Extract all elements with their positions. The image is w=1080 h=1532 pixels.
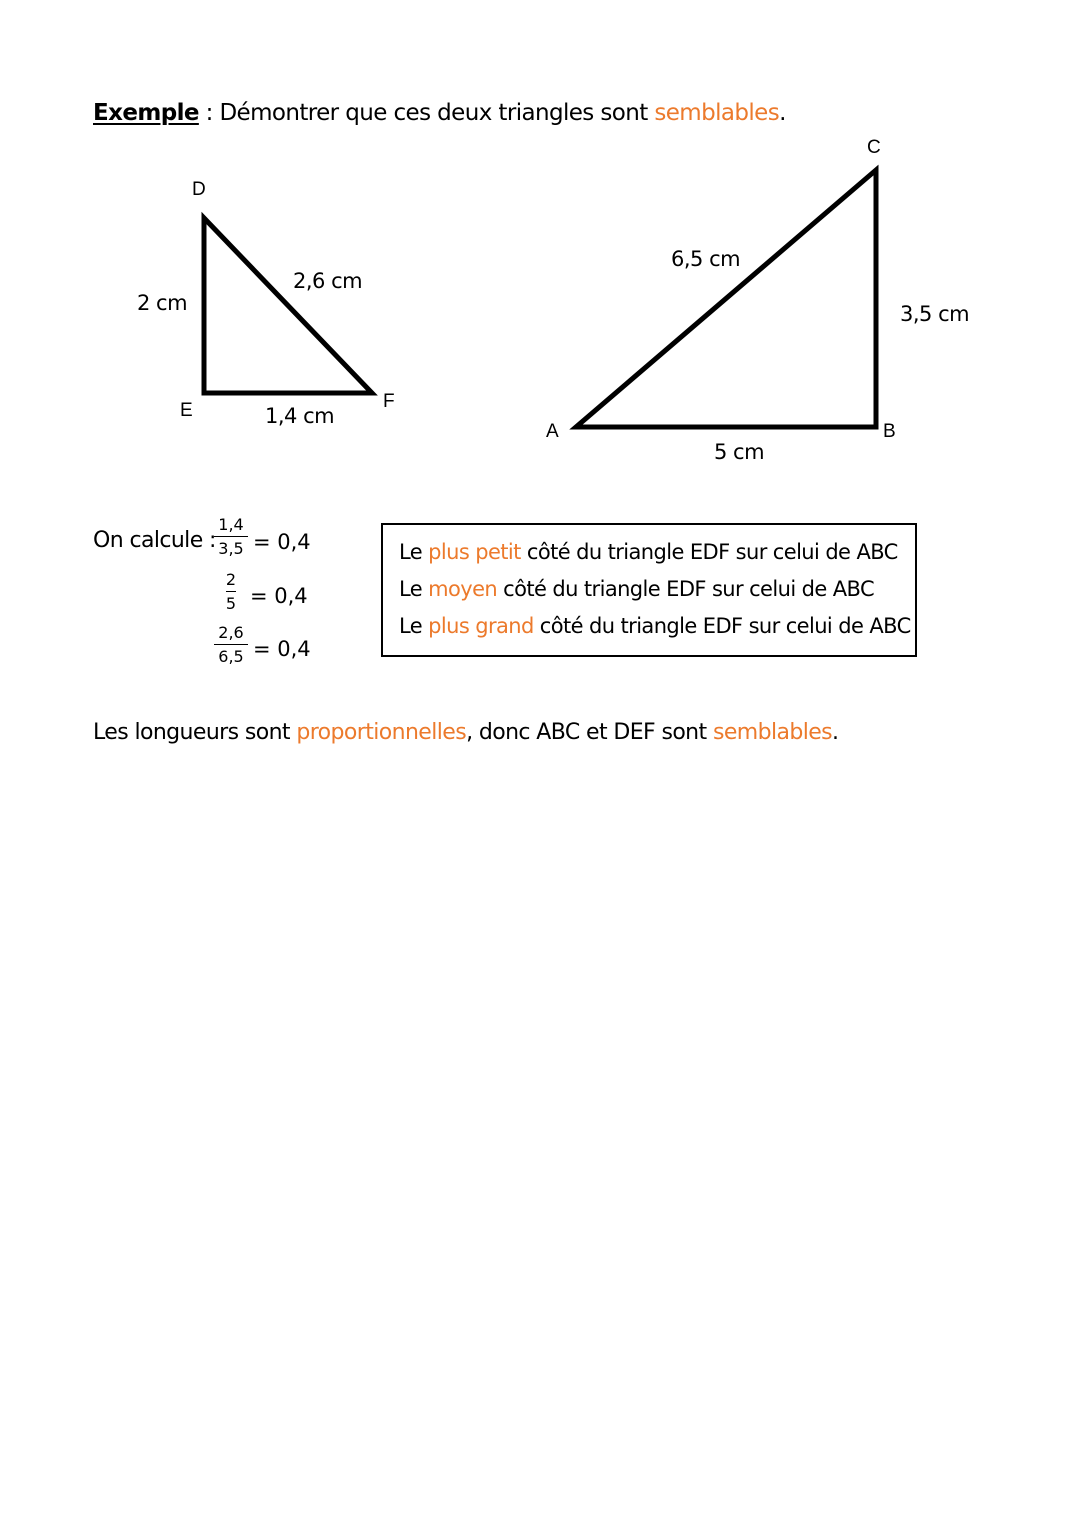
vertex-f-label: F [383,391,395,412]
fraction-1-denominator: 3,5 [218,539,244,558]
side-de-length: 2 cm [137,291,188,315]
triangle-abc-shape [576,170,876,427]
fraction-1-result: = 0,4 [253,530,311,554]
calc-intro: On calcule : [93,528,216,553]
vertex-e-label: E [180,400,193,421]
side-ac-length: 6,5 cm [671,247,741,271]
conclusion-sentence [93,720,838,745]
line-3-before: Le [399,614,429,638]
heading-text: Démontrer que ces deux triangles sont [219,100,655,126]
side-ab-length: 5 cm [714,440,765,464]
heading-highlight: semblables [654,100,780,126]
conclusion-highlight-2: semblables [712,720,833,745]
side-bc-length: 3,5 cm [900,302,970,326]
conclusion-after: . [832,720,839,745]
fraction-1-bar [214,536,248,537]
line-3-highlight: plus grand [428,614,534,638]
line-2-after: côté du triangle EDF sur celui de ABC [497,577,875,601]
fraction-3 [214,623,248,666]
side-df-length: 2,6 cm [293,269,363,293]
vertex-a-label: A [546,421,559,442]
example-label: Exemple [93,100,199,126]
triangle-def-shape [204,218,372,393]
fraction-3-bar [214,644,248,645]
conclusion-before: Les longueurs sont [93,720,297,745]
vertex-b-label: B [883,421,896,442]
fraction-2 [214,570,248,613]
fraction-1-numerator: 1,4 [218,515,244,534]
fraction-1 [214,515,248,558]
line-1-before: Le [399,540,429,564]
conclusion-highlight-1: proportionnelles [296,720,467,745]
side-ef-length: 1,4 cm [265,404,335,428]
fraction-2-numerator: 2 [225,570,237,589]
fraction-3-numerator: 2,6 [218,623,244,642]
explanation-line-2 [399,577,874,601]
fraction-3-result: = 0,4 [253,637,311,661]
line-2-highlight: moyen [428,577,498,601]
fraction-2-result: = 0,4 [250,584,308,608]
line-3-after: côté du triangle EDF sur celui de ABC [533,614,911,638]
vertex-c-label: C [867,137,881,158]
line-2-before: Le [399,577,429,601]
explanation-line-1 [399,540,898,564]
explanation-line-3 [399,614,911,638]
fraction-2-bar [226,591,236,592]
fraction-2-denominator: 5 [225,594,237,613]
line-1-highlight: plus petit [428,540,521,564]
vertex-d-label: D [192,179,206,200]
heading-period: . [779,100,786,126]
explanation-box [381,523,917,657]
line-1-after: côté du triangle EDF sur celui de ABC [520,540,898,564]
conclusion-middle: , donc ABC et DEF sont [466,720,713,745]
fraction-3-denominator: 6,5 [218,647,244,666]
heading-colon: : [198,100,220,126]
